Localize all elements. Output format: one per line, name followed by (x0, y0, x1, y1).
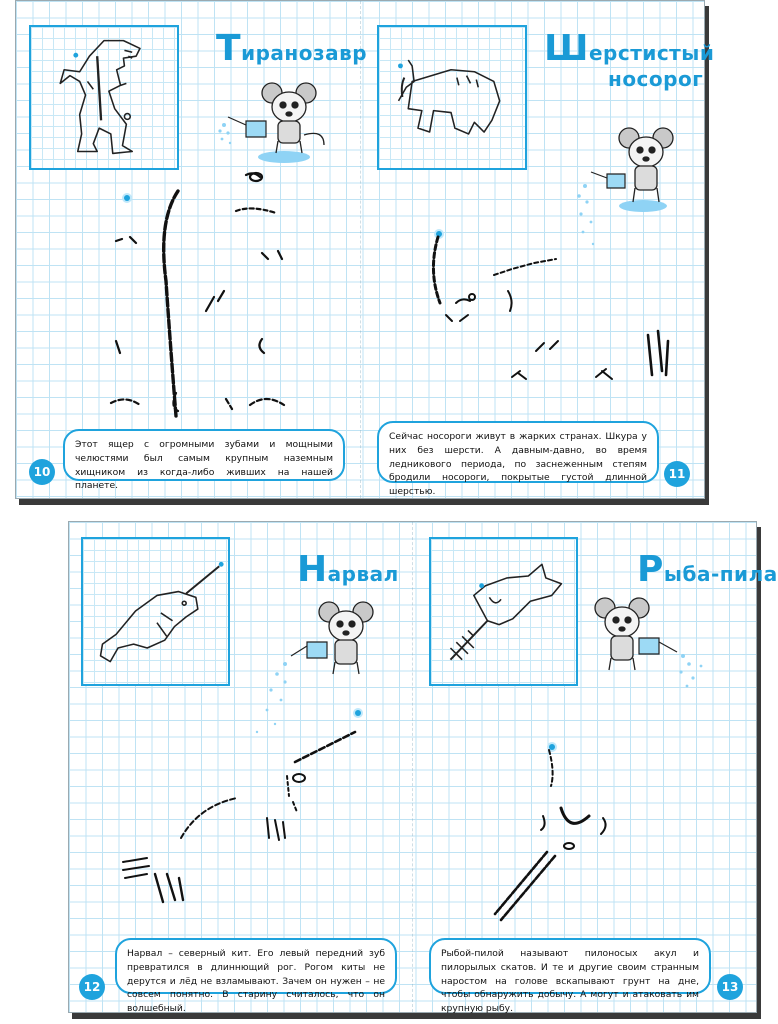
page-number-10 (29, 459, 55, 485)
title-capital-letter: Ш (544, 28, 589, 69)
title-capital-letter: Н (297, 549, 328, 590)
rhino-title-line2 (608, 67, 703, 91)
title-capital-letter: Т (216, 28, 242, 69)
trex-dot-drawing (86, 161, 326, 421)
title-second-line: носорог (608, 67, 704, 91)
watering-can-icon (591, 172, 625, 188)
page-number-12 (79, 974, 105, 1000)
rhino-sample-frame (377, 25, 527, 170)
sawfish-sample-drawing (431, 539, 576, 684)
mouse-mascot-icon (589, 594, 729, 694)
page-fold (360, 1, 361, 498)
narwhal-caption-box (115, 938, 397, 1015)
sawfish-title (637, 549, 778, 590)
sawfish-dot-drawing (469, 742, 669, 932)
rhino-dot-drawing (416, 231, 686, 401)
title-capital-letter: Р (637, 549, 664, 590)
trex-title (216, 28, 368, 69)
page-fold (412, 522, 413, 1012)
start-point-dot-icon (355, 710, 361, 716)
watering-can-icon (228, 117, 266, 137)
trex-caption-box (63, 429, 345, 492)
watering-can-icon (291, 642, 327, 658)
title-rest: арвал (327, 562, 399, 586)
spread-pages-12-13 (68, 521, 778, 1015)
narwhal-sample-frame (81, 537, 230, 686)
page-number-text: 11 (668, 467, 686, 481)
trex-caption-text: Этот ящер с огромными зубами и мощными челюстями был самым крупным наземным хищником из когда-либо живших на нашей планете. (75, 439, 333, 492)
trex-sample-drawing (31, 27, 177, 168)
trex-sample-frame (29, 25, 179, 170)
rhino-title (544, 28, 715, 69)
sawfish-sample-frame (429, 537, 578, 686)
title-rest: ыба-пила (663, 562, 778, 586)
narwhal-dot-drawing (119, 722, 379, 922)
narwhal-sample-drawing (83, 539, 228, 684)
mouse-mascot-icon (206, 79, 336, 169)
narwhal-title (297, 549, 399, 590)
rhino-caption-box (377, 421, 659, 498)
page-number-text: 13 (721, 980, 739, 994)
title-rest: иранозавр (241, 41, 368, 65)
watering-can-icon (639, 638, 677, 654)
sawfish-caption-text: Рыбой-пилой называют пилоносых акул и пилорылых скатов. И те и другие своим странным наростом на голове вскапывают грунт на дне, чтобы обнаружить добычу. А могут и атаковать им крупную рыбу. (441, 948, 699, 1015)
rhino-sample-drawing (379, 27, 525, 168)
sawfish-caption-box (429, 938, 711, 1015)
page-number-11 (664, 461, 690, 487)
narwhal-caption-text: Нарвал – северный кит. Его левый передний зуб превратился в длиннющий рог. Рогом киты не дерутся и лёд не взламывают. Зачем он нужен – не совсем понятно. В старину считалось, что он волшебный. (127, 948, 385, 1015)
page-number-13 (717, 974, 743, 1000)
title-rest: ерстистый (588, 41, 715, 65)
page-number-text: 12 (83, 980, 101, 994)
spread-pages-10-11 (15, 0, 715, 499)
page-number-text: 10 (33, 465, 51, 479)
rhino-caption-text: Сейчас носороги живут в жарких странах. Шкура у них без шерсти. А давным-давно, во время ледникового периода, по заснеженным степям бродили носороги, покрытые густой длинной шерстью. (389, 431, 647, 498)
